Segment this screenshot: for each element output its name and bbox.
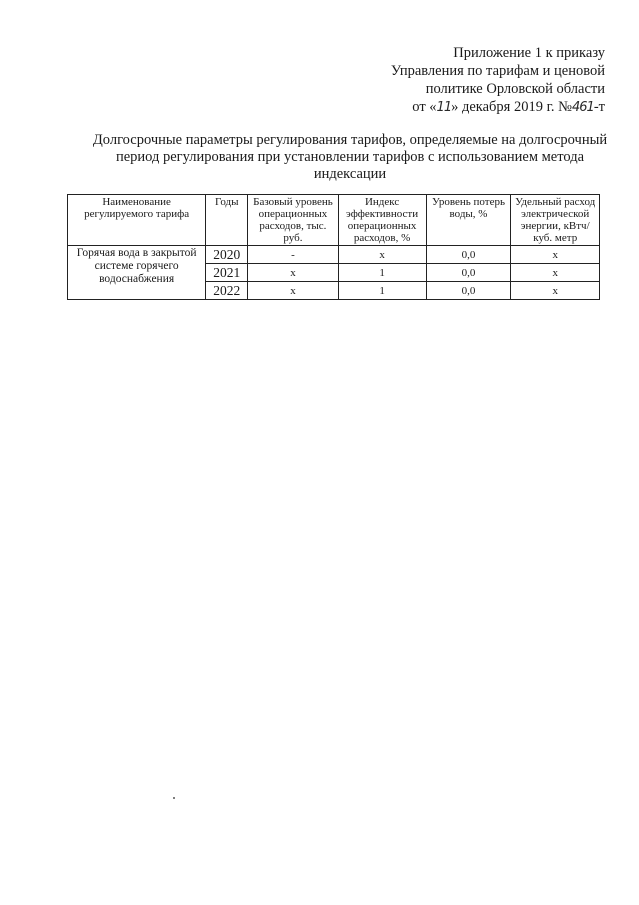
order-number-handwritten: 461 [572, 100, 594, 115]
base-costs-cell: - [248, 246, 338, 264]
year-cell: 2021 [206, 264, 248, 282]
header-name: Наименование регулируемого тарифа [68, 195, 206, 246]
water-loss-cell: 0,0 [426, 264, 511, 282]
order-suffix: -т [593, 99, 605, 115]
table-header-row [68, 195, 600, 246]
appendix-date-line [305, 98, 605, 117]
energy-consumption-cell: х [511, 246, 600, 264]
appendix-line-2: Управления по тарифам и ценовой [390, 63, 605, 79]
year-cell: 2020 [206, 246, 248, 264]
water-loss-cell: 0,0 [426, 282, 511, 300]
date-middle: » декабря 2019 г. № [451, 99, 572, 115]
header-year: Годы [206, 195, 248, 246]
year-cell: 2022 [206, 282, 248, 300]
date-prefix: от « [412, 99, 437, 115]
header-efficiency-index: Индекс эффективности операционных расходов, % [338, 195, 426, 246]
scan-speck [173, 797, 175, 799]
water-loss-cell: 0,0 [426, 246, 511, 264]
energy-consumption-cell: х [511, 282, 600, 300]
efficiency-index-cell: 1 [338, 264, 426, 282]
document-title [70, 132, 630, 183]
base-costs-cell: х [248, 282, 338, 300]
title-line-3: индексации [313, 166, 387, 182]
energy-consumption-cell: х [511, 264, 600, 282]
parameters-table [67, 194, 600, 300]
appendix-header [305, 44, 605, 117]
title-line-2: период регулирования при установлении тарифов с использованием метода [115, 149, 585, 165]
date-day-handwritten: 11 [436, 100, 452, 115]
efficiency-index-cell: 1 [338, 282, 426, 300]
header-energy-consumption: Удельный расход электрической энергии, кВтч/куб. метр [511, 195, 600, 246]
appendix-line-1: Приложение 1 к приказу [453, 45, 605, 61]
tariff-name-cell: Горячая вода в закрытой системе горячего водоснабжения [68, 246, 206, 300]
header-water-loss: Уровень потерь воды, % [426, 195, 511, 246]
appendix-line-3: политике Орловской области [425, 81, 605, 97]
header-base-costs: Базовый уровень операционных расходов, тыс. руб. [248, 195, 338, 246]
efficiency-index-cell: х [338, 246, 426, 264]
table-row [68, 246, 600, 264]
base-costs-cell: х [248, 264, 338, 282]
title-line-1: Долгосрочные параметры регулирования тарифов, определяемые на долгосрочный [92, 132, 608, 148]
